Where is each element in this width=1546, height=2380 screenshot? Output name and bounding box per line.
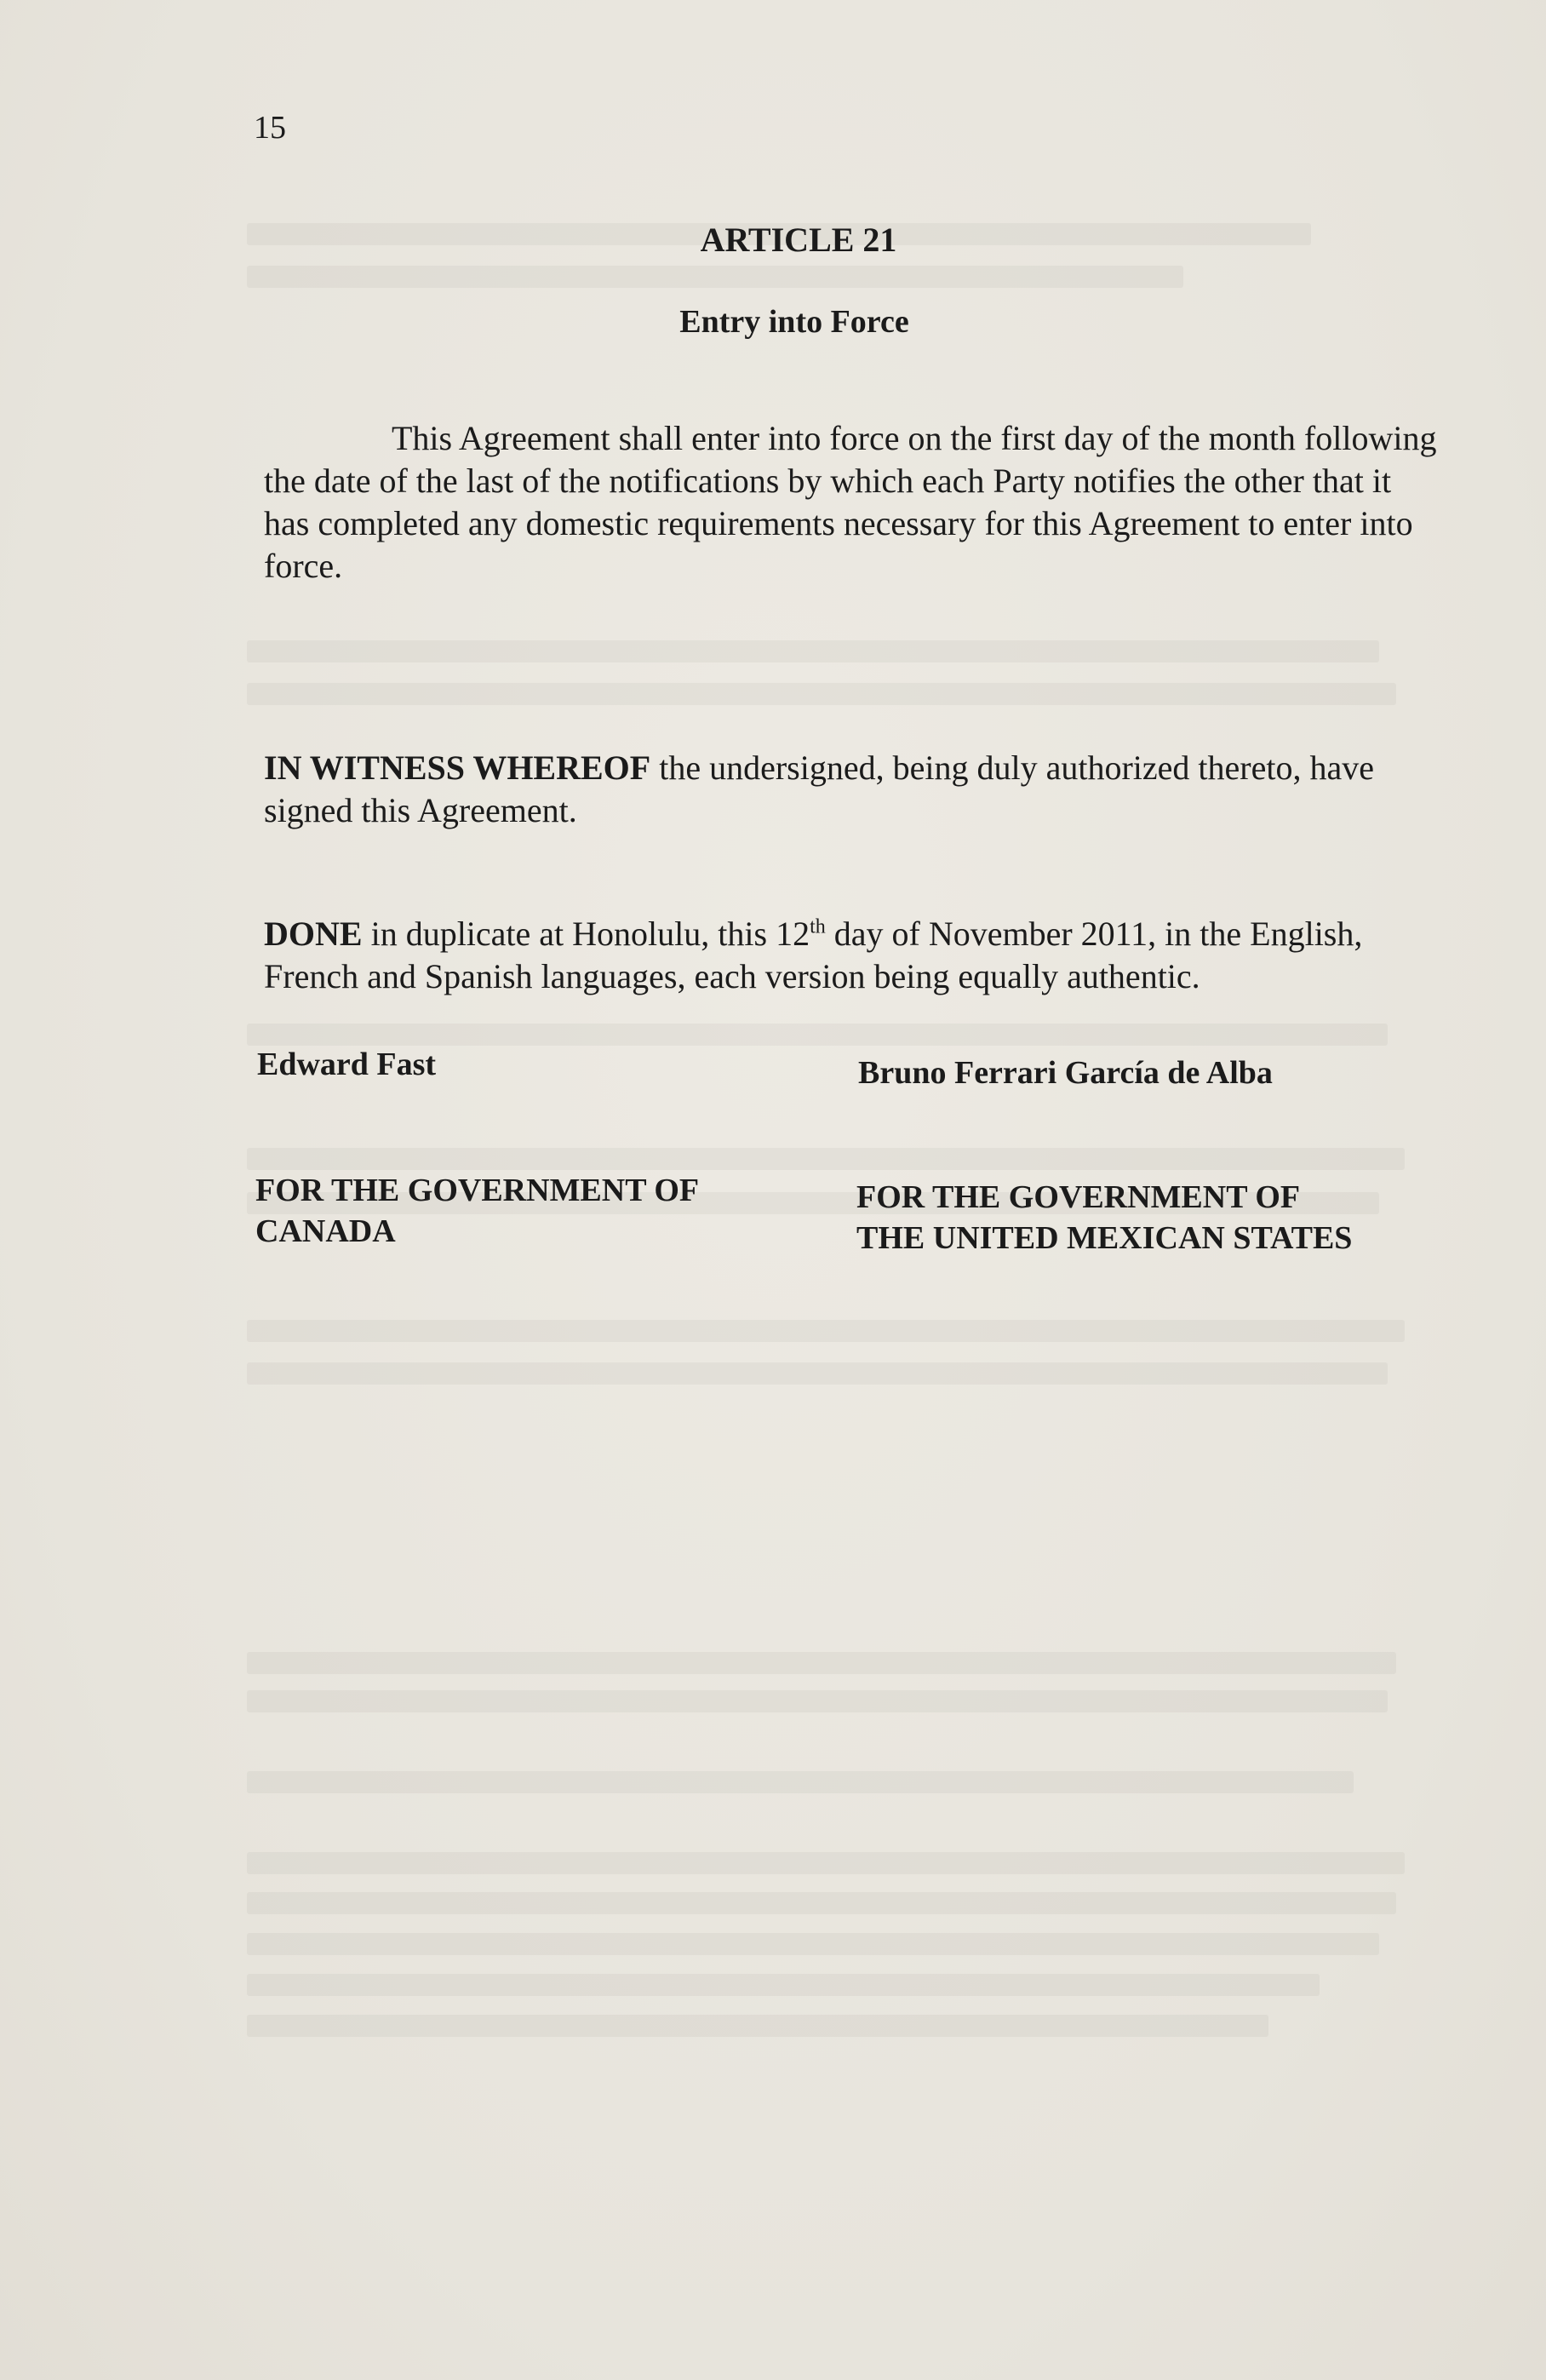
- page-number: 15: [254, 110, 286, 146]
- bleed-through-shadow: [247, 1933, 1379, 1955]
- done-lead: DONE: [264, 915, 363, 953]
- bleed-through-shadow: [247, 266, 1183, 288]
- bleed-through-shadow: [247, 1320, 1405, 1342]
- done-text-after: day of November 2011, in the English, French and Spanish languages, each version being equally authentic.: [264, 915, 1363, 995]
- bleed-through-shadow: [247, 1652, 1396, 1674]
- bleed-through-shadow: [247, 683, 1396, 705]
- ordinal-suffix: th: [810, 915, 826, 938]
- bleed-through-shadow: [247, 640, 1379, 662]
- article-heading: ARTICLE 21: [700, 221, 897, 259]
- bleed-through-shadow: [247, 1690, 1388, 1712]
- bleed-through-shadow: [247, 1024, 1388, 1046]
- article-subheading: Entry into Force: [679, 304, 909, 340]
- witness-lead: IN WITNESS WHEREOF: [264, 748, 651, 787]
- done-paragraph: [264, 913, 1439, 998]
- witness-paragraph: [264, 747, 1439, 832]
- witness-text: the undersigned, being duly authorized thereto, have signed this Agreement.: [264, 748, 1374, 829]
- done-text-before: in duplicate at Honolulu, this 12: [362, 915, 810, 953]
- mexico-government-label: FOR THE GOVERNMENT OF THE UNITED MEXICAN STATES: [856, 1179, 1353, 1256]
- canada-government-label: FOR THE GOVERNMENT OF CANADA: [255, 1173, 698, 1249]
- bleed-through-shadow: [247, 1974, 1320, 1996]
- bleed-through-shadow: [247, 1852, 1405, 1874]
- canada-signatory-name: Edward Fast: [257, 1047, 437, 1082]
- bleed-through-shadow: [247, 1148, 1405, 1170]
- entry-into-force-paragraph: This Agreement shall enter into force on the first day of the month following the date of the last of the notifications by which each Party notifies the other that it has completed any domestic requirements necessary for this Agreement to enter into force.: [264, 419, 1437, 585]
- bleed-through-shadow: [247, 2015, 1268, 2037]
- mexico-signatory-name: Bruno Ferrari García de Alba: [858, 1055, 1273, 1091]
- bleed-through-shadow: [247, 1892, 1396, 1914]
- bleed-through-shadow: [247, 1362, 1388, 1385]
- bleed-through-shadow: [247, 1771, 1354, 1793]
